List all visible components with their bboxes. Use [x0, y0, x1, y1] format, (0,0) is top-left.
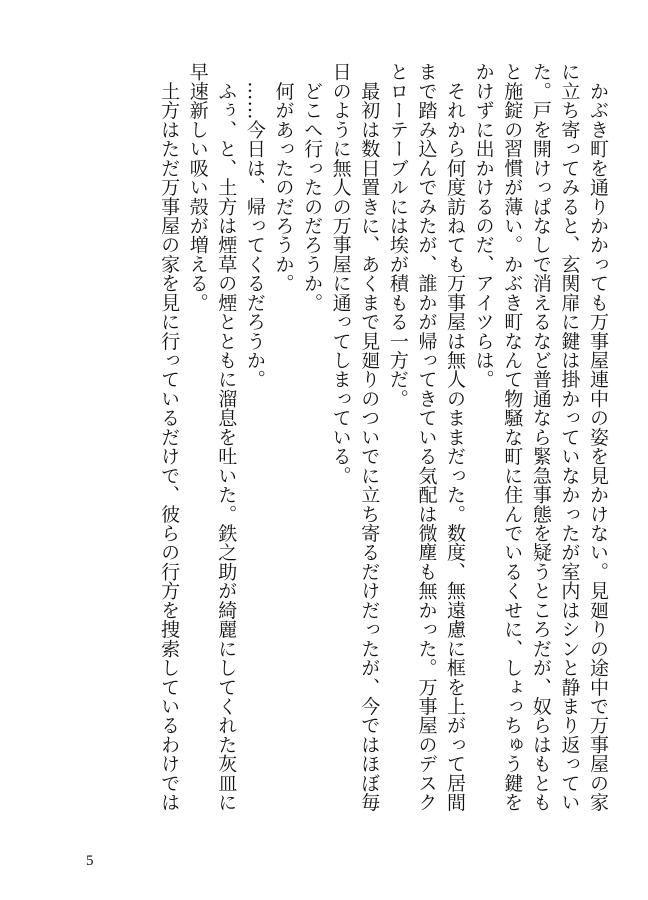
text-line: かぶき町を通りかかっても万事屋連中の姿を見かけない。見廻りの途中で万事屋の家: [587, 62, 609, 812]
text-line: それから何度訪ねても万事屋は無人のままだった。数度、無遠慮に框を上がって居間: [444, 62, 467, 812]
text-line: どこへ行ったのだろうか。: [301, 62, 324, 312]
text-line: ふぅ、と、土方は煙草の煙とともに溜息を吐いた。鉄之助が綺麗にしてくれた灰皿に: [215, 62, 238, 812]
text-line: 何があったのだろうか。: [272, 62, 295, 293]
text-line: かけずに出かけるのだ、アイツらは。: [472, 62, 495, 389]
text-line: た。戸を開けっぱなしで消えるなど普通なら緊急事態を疑うところだが、奴らはもとも: [529, 62, 552, 812]
text-line: 日のように無人の万事屋に通ってしまっている。: [329, 62, 352, 485]
vertical-text-body: [72, 62, 612, 822]
text-line: とローテーブルには埃が積もる一方だ。: [386, 62, 409, 408]
text-line: ……今日は、帰ってくるだろうか。: [243, 62, 266, 389]
text-line: と施錠の習慣が薄い。かぶき町なんて物騒な町に住んでいるくせに、しょっちゅう鍵を: [501, 62, 524, 812]
text-line: まで踏み込んでみたが、誰かが帰ってきている気配は微塵も無かった。万事屋のデスク: [415, 62, 438, 812]
text-line: に立ち寄ってみると、玄関扉に鍵は掛かっていなかったが室内はシンと静まり返ってい: [558, 62, 581, 812]
text-line: 早速新しい吸い殻が増える。: [186, 62, 209, 312]
text-line: 土方はただ万事屋の家を見に行っているだけで、彼らの行方を捜索しているわけでは: [158, 62, 181, 812]
page-number: 5: [86, 853, 94, 869]
text-line: 最初は数日置きに、あくまで見廻りのついでに立ち寄るだけだったが、今ではほぼ毎: [358, 62, 381, 812]
